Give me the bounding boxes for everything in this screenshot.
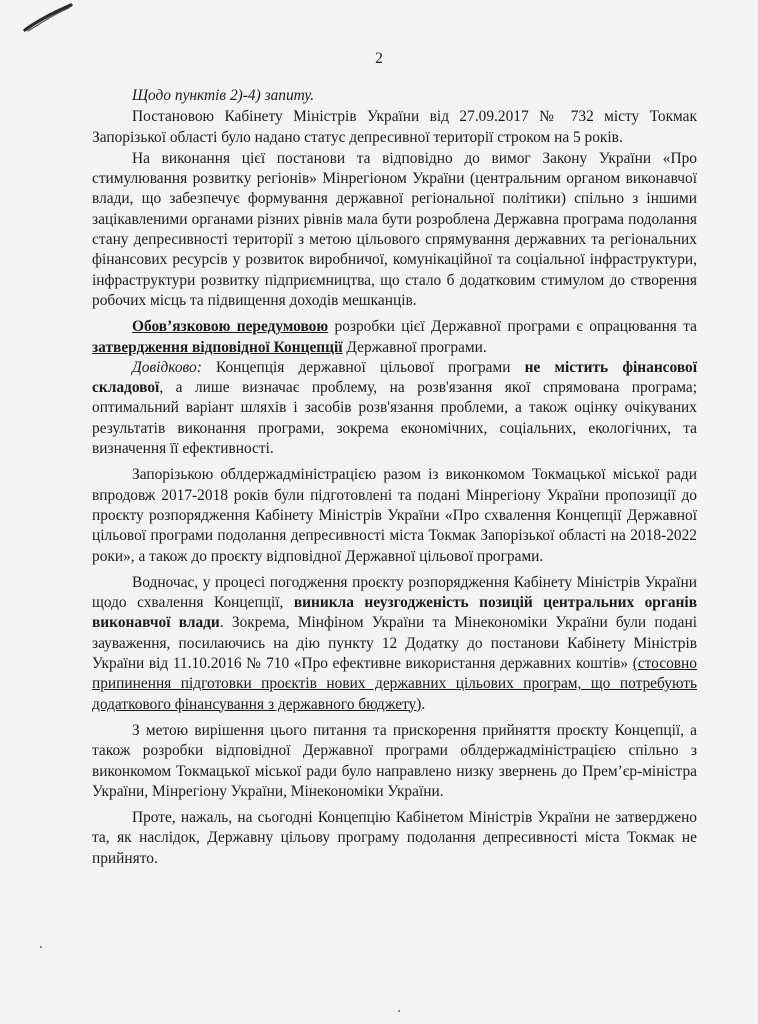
section-heading: Щодо пунктів 2)-4) запиту. [132,87,315,104]
reference-text-1: Концепція державної цільової програми [201,358,525,376]
scan-speck [398,1010,400,1012]
funding-note-underlined: (стосовно припинення підготовки проєктів нових державних цільових програм, що потребують додаткового фінансування з державного бюджету) [92,655,697,713]
disagreement-text-1: Водночас, у процесі погодження проєкту розпорядження Кабінету Міністрів України щодо схвалення Концепції, [92,573,697,612]
disagreement-text-3: . [421,695,426,713]
disagreement-emphasis: виникла неузгодженість позицій центральних органів виконавчої влади [92,594,697,632]
scan-speck [40,946,42,948]
concept-approval-emphasis: затвердження відповідної Концепції [92,338,343,356]
paragraph-proposals: Запорізькою облдержадміністрацією разом із виконкомом Токмацької міської ради впродовж 2017-2018 років були підготовлені та подані Мінрегіону України пропозиції до проєкту розпорядження Кабінету Міністрів України «Про схвалення Концепції Державної цільової програми подолання депресивності міста Токмак Запорізької області на 2018-2022 роки», а також до проєкту відповідної Державної цільової програми. [92,466,697,565]
document-body [92,86,697,869]
prerequisite-text-2: Державної програми. [342,338,487,356]
no-financial-emphasis: не містить фінансової складової [92,358,698,397]
disagreement-text-2: . Зокрема, Мінфіном України та Мінекономіки України були подані зауваження, посилаючись на дію пункту 12 Додатку до постанови Кабінету Міністрів України від 11.10.2016 № 710 «Про ефективне використання державних коштів» [92,614,698,673]
prerequisite-text-1: розробки цієї Державної програми є опрацювання та [328,318,697,336]
prerequisite-emphasis: Обов’язковою передумовою [132,318,329,336]
pen-stroke-mark [22,2,74,34]
paragraph-conclusion: Проте, нажаль, на сьогодні Концепцію Кабінетом Міністрів України не затверджено та, як наслідок, Державну цільову програму подолання депресивності міста Токмак не прийнято. [92,809,697,867]
paragraph-disagreement [92,573,697,715]
paragraph-prerequisite [92,317,697,358]
paragraph-reference [92,358,697,459]
page-number: 2 [375,50,383,67]
reference-text-2: , а лише визначає проблему, на розв'язання якої спрямована програма; оптимальний варіант шляхів і засобів розв'язання проблеми, а також оцінку очікуваних результатів виконання програми, зокрема економічних, соціальних, екологічних, та визначення її ефективності. [92,379,697,458]
reference-label: Довідково: [132,358,202,376]
paragraph-appeals: З метою вирішення цього питання та прискорення прийняття проєкту Концепції, а також розробки відповідної Державної програми облдержадміністрацією спільно з виконкомом Токмацької міської ради було направлено низку звернень до Прем’єр-міністра України, Мінрегіону України, Мінекономіки України. [92,721,697,800]
paragraph-program: На виконання цієї постанови та відповідно до вимог Закону України «Про стимулювання розвитку регіонів» Мінрегіоном України (центральним органом виконавчої влади, що забезпечує формування державної регіональної політики) спільно з іншими зацікавленими органами різних рівнів мала бути розроблена Державна програма подолання стану депресивності території з метою цільового спрямування державних та регіональних фінансових ресурсів у розвиток виробничої, комунікаційної та соціальної інфраструктури, інфраструктури розвитку підприємництва, що стало б додатковим стимулом до створення робочих місць та підвищення доходів мешканців. [92,149,697,309]
paragraph-status: Постановою Кабінету Міністрів України від 27.09.2017 № 732 місту Токмак Запорізької області було надано статус депресивної території строком на 5 років. [92,108,697,146]
